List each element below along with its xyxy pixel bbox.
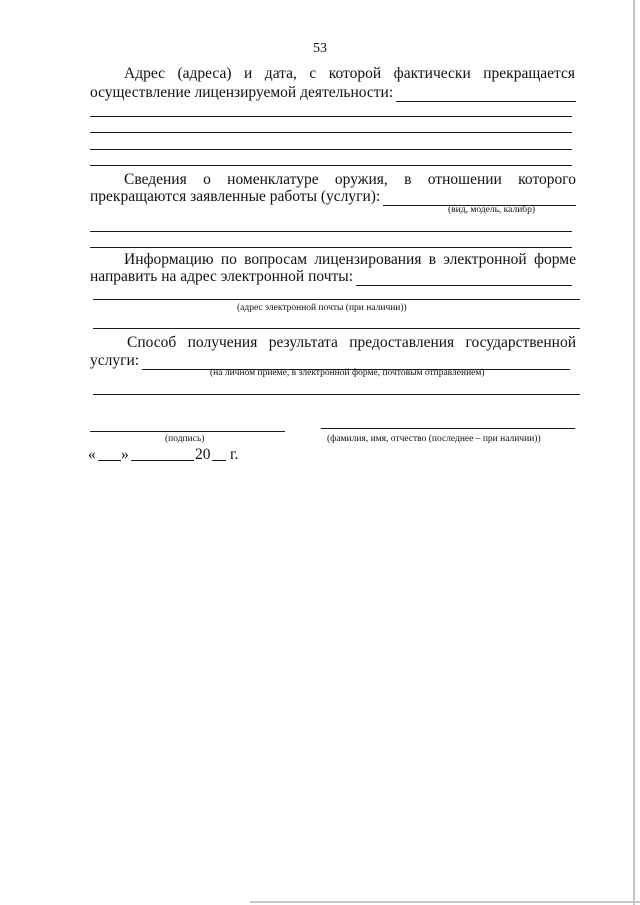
weapons-fill-line[interactable] <box>383 192 576 206</box>
delivery-caption: (на личном приеме, в электронной форме, почтовым отправлением) <box>210 368 485 378</box>
weapons-caption: (вид, модель, калибр) <box>448 205 536 215</box>
weapons-line-2-row <box>90 188 576 206</box>
address-line-2-row <box>90 84 576 102</box>
address-blank-line-1[interactable] <box>90 116 572 117</box>
delivery-blank-line[interactable] <box>93 394 580 395</box>
email-blank-line[interactable] <box>93 299 580 300</box>
delivery-line-2: услуги: <box>90 352 140 369</box>
date-year-field[interactable] <box>212 460 226 461</box>
date-close-quote: » <box>121 446 129 463</box>
date-month-field[interactable] <box>131 460 194 461</box>
weapons-blank-line-2[interactable] <box>90 247 572 248</box>
email-caption: (адрес электронной почты (при наличии)) <box>237 303 407 313</box>
address-line-2: осуществление лицензируемой деятельности: <box>90 84 394 101</box>
date-year-suffix: г. <box>230 446 239 463</box>
delivery-line-1: Способ получения результата предоставления государственной <box>127 334 576 351</box>
date-day-field[interactable] <box>98 460 121 461</box>
scan-edge-bottom <box>250 901 640 903</box>
address-blank-line-2[interactable] <box>90 132 572 133</box>
email-line-1: Информацию по вопросам лицензирования в электронной форме <box>124 251 576 268</box>
email-blank-line-2[interactable] <box>93 328 580 329</box>
weapons-line-2: прекращаются заявленные работы (услуги): <box>90 188 381 205</box>
signature-line[interactable] <box>90 431 285 432</box>
date-row <box>88 446 258 464</box>
date-open-quote: « <box>88 446 96 463</box>
scan-edge-right <box>633 0 635 905</box>
full-name-caption: (фамилия, имя, отчество (последнее – при наличии)) <box>327 434 541 444</box>
address-blank-line-4[interactable] <box>90 165 572 166</box>
email-line-2: направить на адрес электронной почты: <box>90 268 354 285</box>
weapons-blank-line-1[interactable] <box>90 231 572 232</box>
full-name-line[interactable] <box>321 428 575 429</box>
address-fill-line[interactable] <box>396 88 576 102</box>
date-year-prefix: 20 <box>195 446 211 463</box>
signature-caption: (подпись) <box>165 434 205 444</box>
email-line-2-row <box>90 268 572 286</box>
page-number: 53 <box>313 41 327 56</box>
email-fill-line[interactable] <box>356 272 572 286</box>
address-blank-line-3[interactable] <box>90 149 572 150</box>
weapons-line-1: Сведения о номенклатуре оружия, в отношении которого <box>124 171 576 188</box>
address-line-1: Адрес (адреса) и дата, с которой фактически прекращается <box>124 65 575 82</box>
